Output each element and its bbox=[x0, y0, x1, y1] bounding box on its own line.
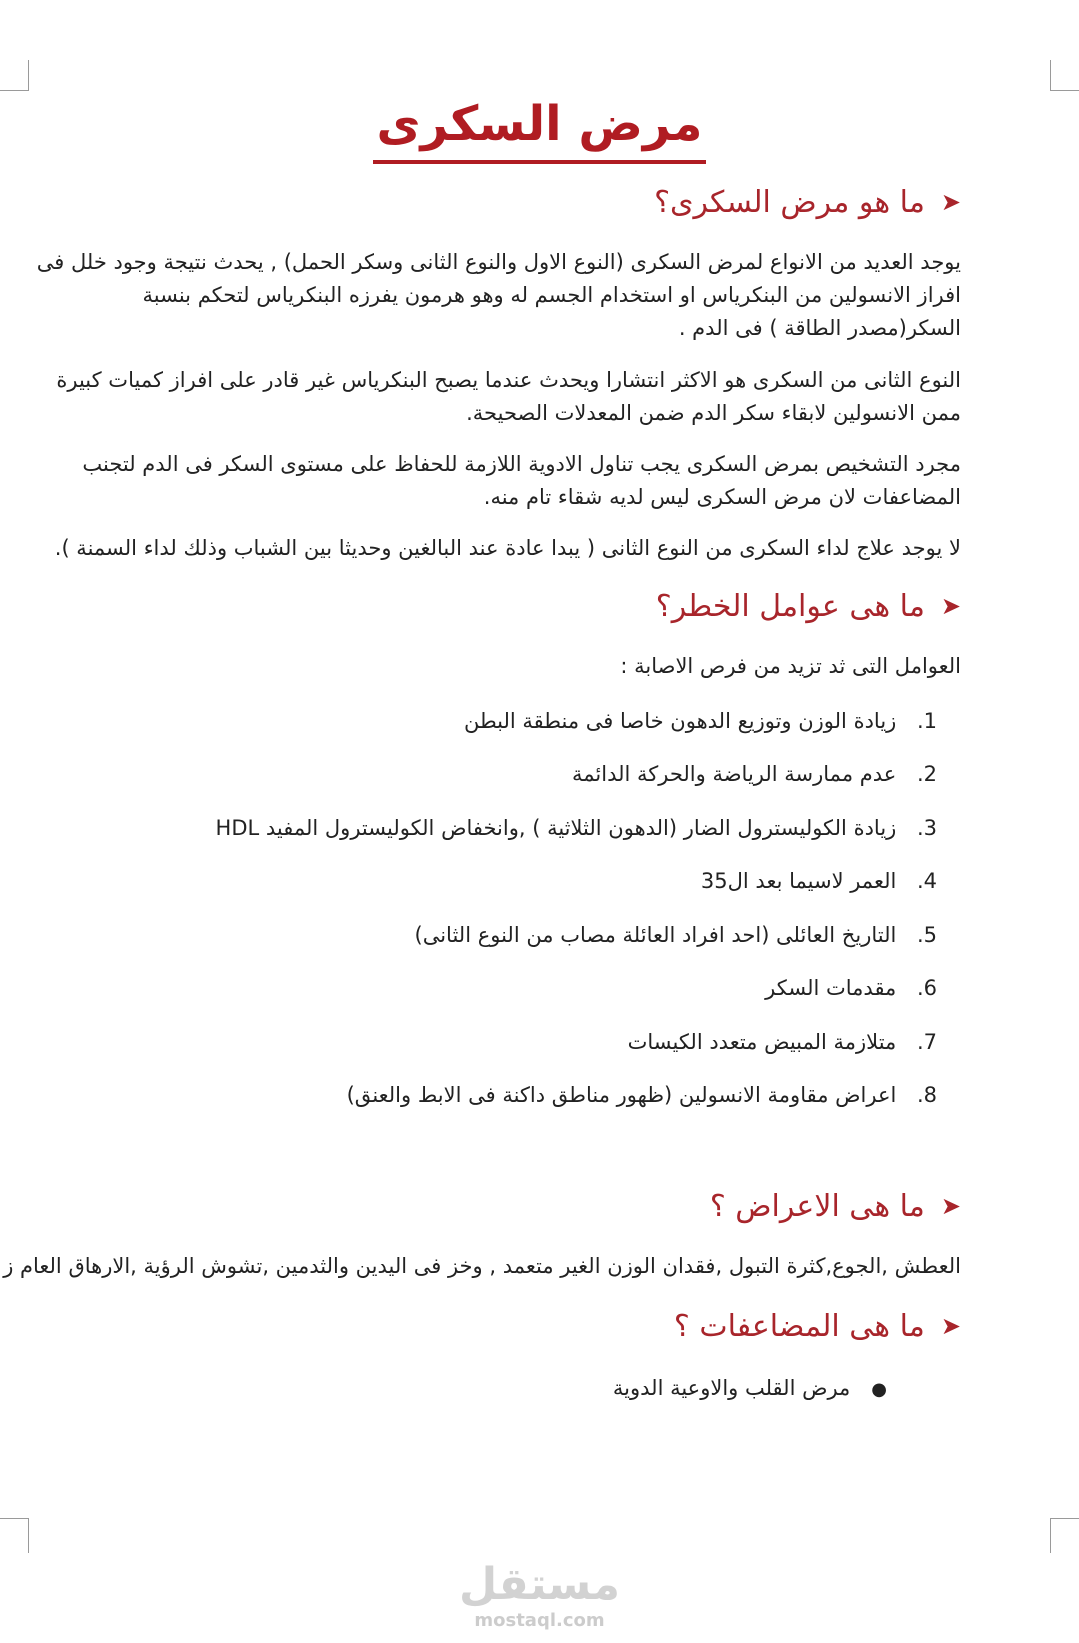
bullet-item: ● مرض القلب والاوعية الدوية bbox=[613, 1372, 887, 1406]
arrowhead-icon: ➤ bbox=[940, 1312, 961, 1340]
paragraph-no-cure: لا يوجد علاج لداء السكرى من النوع الثانى ( يبدا عادة عند البالغين وحديثا بين الشباب وذلك لداء السمنة ). bbox=[54, 536, 961, 560]
section-heading-symptoms: ➤ما هى الاعراض ؟ bbox=[710, 1186, 961, 1227]
list-item: 5. التاريخ العائلى (احد افراد العائلة مصاب من النوع الثانى) bbox=[414, 923, 937, 947]
crop-mark-top-right bbox=[1050, 60, 1079, 91]
crop-mark-bottom-right bbox=[1050, 1518, 1079, 1553]
paragraph-diagnosis: مجرد التشخيص بمرض السكرى يجب تناول الادوية اللازمة للحفاظ على مستوى السكر فى الدم لتجنب المضاعفات لان مرض السكرى ليس لديه شقاء تام منه. bbox=[82, 452, 961, 509]
risk-intro: العوامل التى ثد تزيد من فرص الاصابة : bbox=[620, 654, 961, 678]
list-item: 4. العمر لاسيما بعد ال35 bbox=[700, 869, 937, 893]
list-item: 6. مقدمات السكر bbox=[765, 976, 937, 1000]
list-item: 1. زيادة الوزن وتوزيع الدهون خاصا فى منطقة البطن bbox=[463, 709, 937, 733]
arrowhead-icon: ➤ bbox=[940, 188, 961, 216]
list-item: 7. متلازمة المبيض متعدد الكيسات bbox=[627, 1030, 937, 1054]
arrowhead-icon: ➤ bbox=[940, 1192, 961, 1220]
section-heading-risk-factors: ➤ما هى عوامل الخطر؟ bbox=[656, 586, 961, 627]
symptoms-text: العطش ,الجوع,كثرة التبول ,فقدان الوزن الغير متعمد , وخز فى اليدين والثدمين ,تشوش الرؤية ,الارهاق العام ز bbox=[3, 1254, 961, 1278]
list-item: 2. عدم ممارسة الرياضة والحركة الدائمة bbox=[572, 762, 937, 786]
document-title: مرض السكرى bbox=[0, 92, 1079, 164]
section-heading-complications: ➤ما هى المضاعفات ؟ bbox=[674, 1306, 961, 1347]
arrowhead-icon: ➤ bbox=[940, 592, 961, 620]
list-item: 3. زيادة الكوليسترول الضار (الدهون الثلاثية ) ,وانخفاض الكوليسترول المفيد HDL bbox=[215, 816, 937, 840]
paragraph-type-two: النوع الثانى من السكرى هو الاكثر انتشارا ويحدث عندما يصبح البنكرياس غير قادر على افراز كميات كبيرة ممن الانسولين لابقاء سكر الدم ضمن المعدلات الصحيحة. bbox=[56, 368, 961, 425]
bullet-dot-icon: ● bbox=[871, 1379, 887, 1400]
watermark-logo: مستقل bbox=[459, 1559, 620, 1610]
paragraph-types: يوجد العديد من الانواع لمرض السكرى (النوع الاول والنوع الثانى وسكر الحمل) , يحدث نتيجة وجود خلل فى افراز الانسولين من البنكرياس او استخدام الجسم له وهو هرمون يفرزه البنكرياس لتحكم بنسبة السكر(مصدر الطاقة ) فى الدم . bbox=[36, 250, 961, 340]
watermark-domain: mostaql.com bbox=[474, 1610, 605, 1631]
crop-mark-bottom-left bbox=[0, 1518, 29, 1553]
list-item: 8. اعراض مقاومة الانسولين (ظهور مناطق داكنة فى الابط والعنق) bbox=[346, 1083, 937, 1107]
crop-mark-top-left bbox=[0, 60, 29, 91]
section-heading-what-is: ➤ما هو مرض السكرى؟ bbox=[654, 182, 961, 223]
